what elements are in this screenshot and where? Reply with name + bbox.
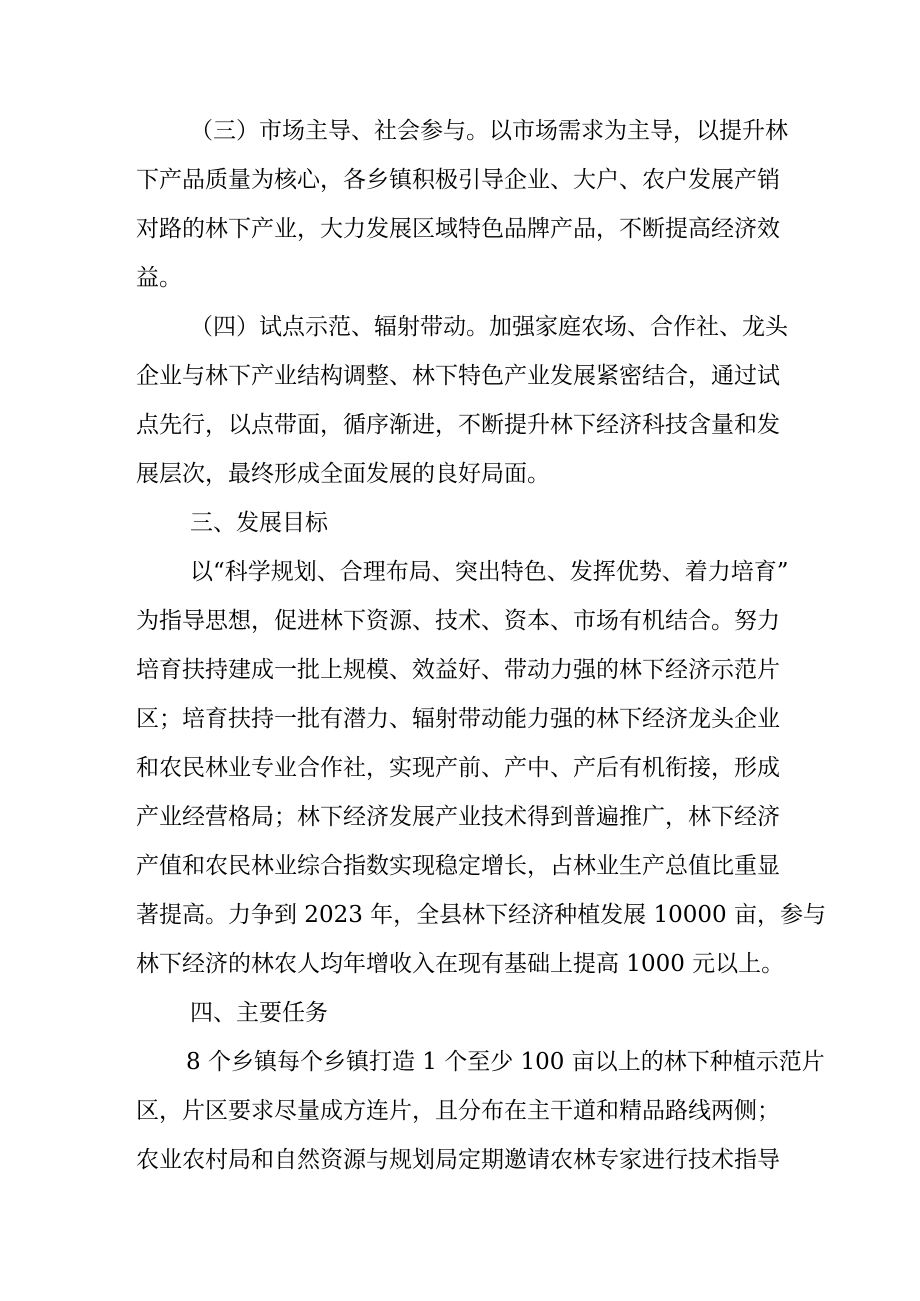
goals-paragraph-line-1: 以“科学规划、合理布局、突出特色、发挥优势、着力培育”	[190, 559, 789, 585]
goals-paragraph-line-2: 为指导思想，促进林下资源、技术、资本、市场有机结合。努力	[136, 608, 780, 634]
paragraph-3-line-4: 益。	[136, 265, 182, 291]
goals-paragraph-line-6: 产业经营格局；林下经济发展产业技术得到普遍推广，林下经济	[136, 804, 780, 830]
tasks-paragraph-line-3: 农业农村局和自然资源与规划局定期邀请农林专家进行技术指导	[136, 1147, 780, 1173]
paragraph-3-line-2: 下产品质量为核心，各乡镇积极引导企业、大户、农户发展产销	[136, 167, 780, 193]
goals-paragraph-line-8: 著提高。力争到 2023 年，全县林下经济种植发展 10000 亩，参与	[136, 902, 826, 928]
paragraph-4-line-2: 企业与林下产业结构调整、林下特色产业发展紧密结合，通过试	[136, 363, 780, 389]
paragraph-3-line-3: 对路的林下产业，大力发展区域特色品牌产品，不断提高经济效	[136, 216, 780, 242]
goals-paragraph-line-4: 区；培育扶持一批有潜力、辐射带动能力强的林下经济龙头企业	[136, 706, 780, 732]
tasks-paragraph-line-1: 8 个乡镇每个乡镇打造 1 个至少 100 亩以上的林下种植示范片	[186, 1049, 825, 1075]
goals-paragraph-line-7: 产值和农民林业综合指数实现稳定增长，占林业生产总值比重显	[136, 853, 780, 879]
tasks-paragraph-line-2: 区，片区要求尽量成方连片，且分布在主干道和精品路线两侧；	[136, 1098, 780, 1124]
section-heading-development-goals: 三、发展目标	[190, 510, 328, 536]
section-heading-main-tasks: 四、主要任务	[190, 1000, 328, 1026]
paragraph-3-line-1: （三）市场主导、社会参与。以市场需求为主导，以提升林	[190, 118, 788, 144]
paragraph-4-line-1: （四）试点示范、辐射带动。加强家庭农场、合作社、龙头	[190, 314, 788, 340]
goals-paragraph-line-9: 林下经济的林农人均年增收入在现有基础上提高 1000 元以上。	[136, 951, 785, 977]
paragraph-4-line-4: 展层次，最终形成全面发展的良好局面。	[136, 461, 550, 487]
goals-paragraph-line-5: 和农民林业专业合作社，实现产前、产中、产后有机衔接，形成	[136, 755, 780, 781]
paragraph-4-line-3: 点先行，以点带面，循序渐进，不断提升林下经济科技含量和发	[136, 412, 780, 438]
goals-paragraph-line-3: 培育扶持建成一批上规模、效益好、带动力强的林下经济示范片	[136, 657, 780, 683]
